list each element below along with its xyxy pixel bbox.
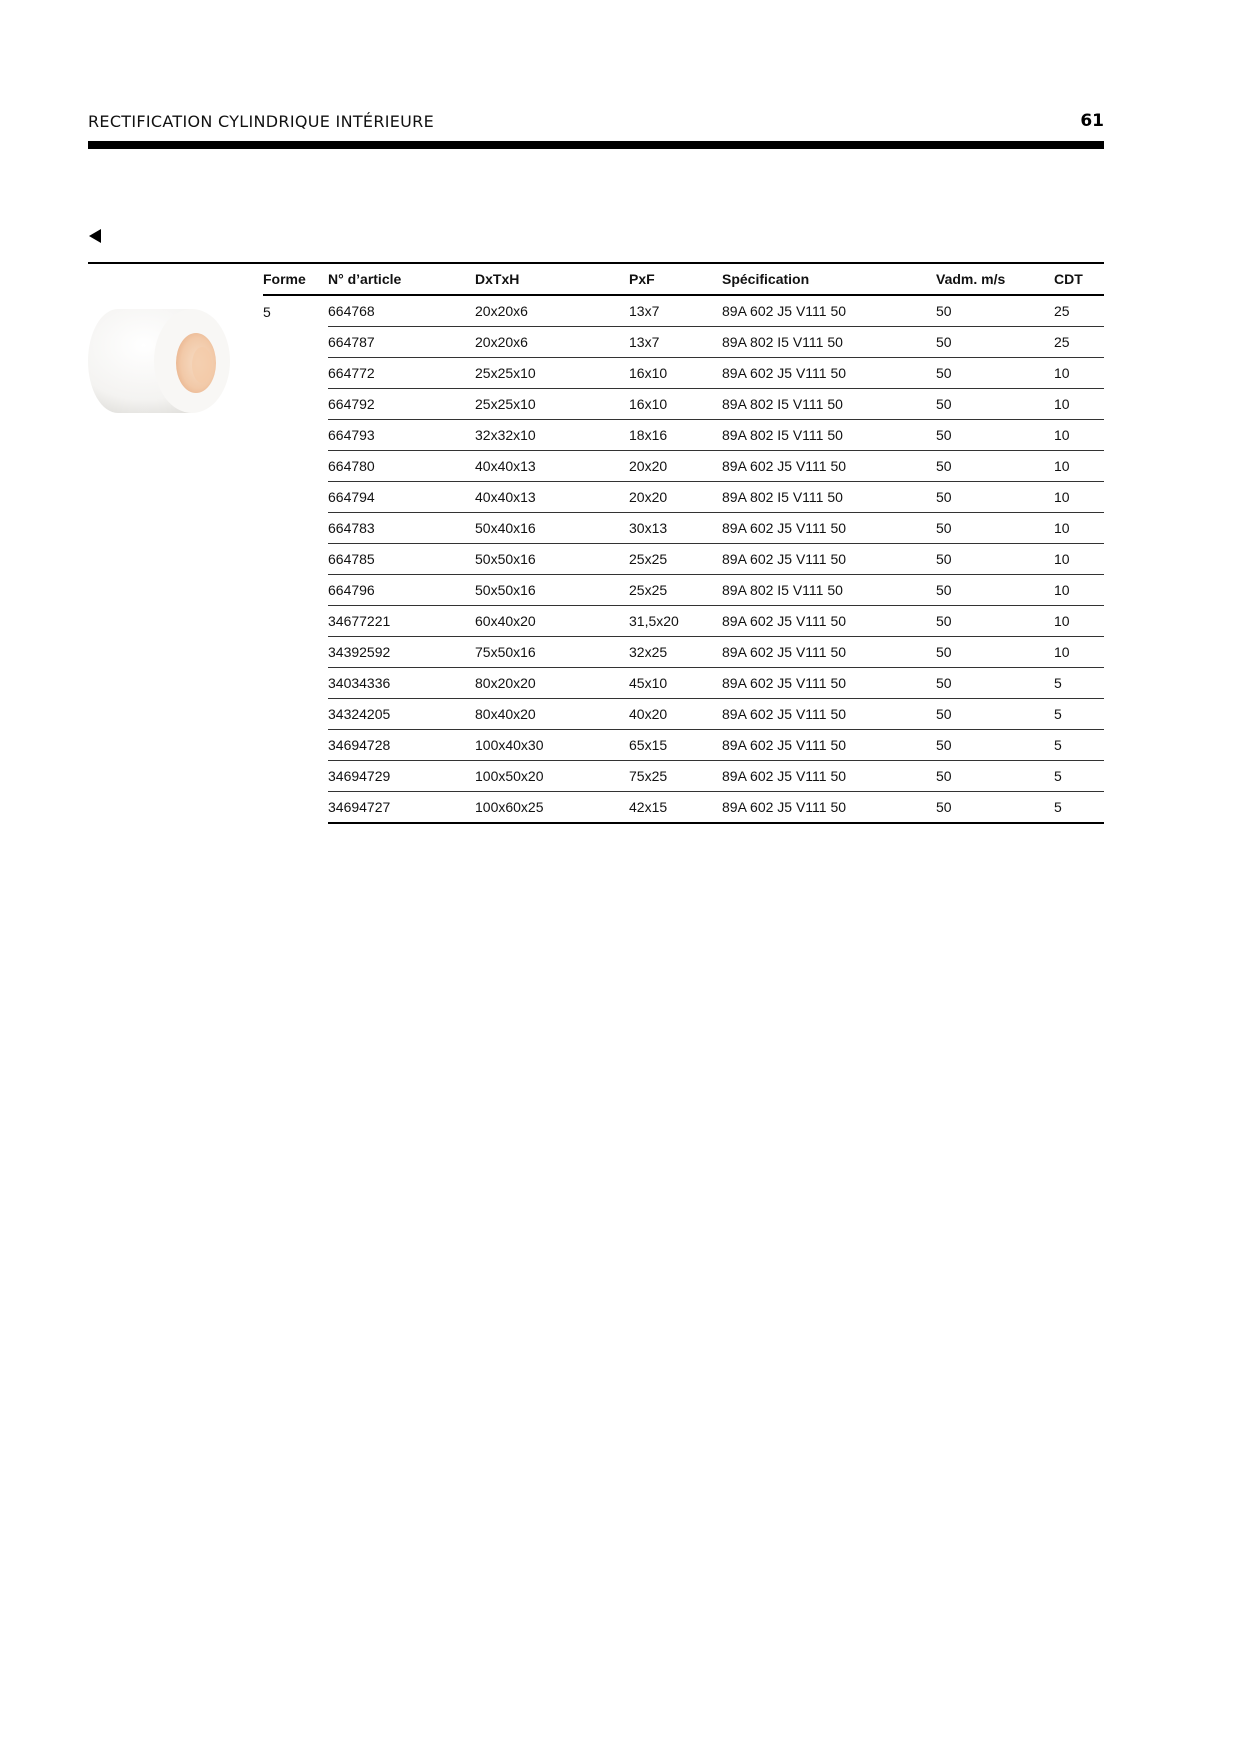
dimensions-pxf: 65x15 (629, 730, 722, 761)
column-header-cdt: CDT (1054, 263, 1104, 295)
vadm-value: 50 (936, 544, 1054, 575)
dimensions-dxtxh: 60x40x20 (475, 606, 629, 637)
dimensions-pxf: 42x15 (629, 792, 722, 824)
vadm-value: 50 (936, 699, 1054, 730)
product-table (88, 262, 1104, 824)
dimensions-pxf: 75x25 (629, 761, 722, 792)
cdt-value: 25 (1054, 327, 1104, 358)
vadm-value: 50 (936, 420, 1054, 451)
dimensions-dxtxh: 25x25x10 (475, 389, 629, 420)
dimensions-pxf: 18x16 (629, 420, 722, 451)
specification: 89A 602 J5 V111 50 (722, 451, 936, 482)
article-number: 34694727 (328, 792, 475, 824)
specification: 89A 602 J5 V111 50 (722, 358, 936, 389)
article-number: 664783 (328, 513, 475, 544)
page-number: 61 (1080, 111, 1104, 131)
specification: 89A 602 J5 V111 50 (722, 699, 936, 730)
dimensions-pxf: 16x10 (629, 389, 722, 420)
dimensions-dxtxh: 80x20x20 (475, 668, 629, 699)
cdt-value: 10 (1054, 544, 1104, 575)
article-number: 34694728 (328, 730, 475, 761)
article-number: 34324205 (328, 699, 475, 730)
column-header-article: N° d’article (328, 263, 475, 295)
vadm-value: 50 (936, 668, 1054, 699)
dimensions-pxf: 45x10 (629, 668, 722, 699)
article-number: 34392592 (328, 637, 475, 668)
header-image-column (88, 263, 263, 295)
dimensions-pxf: 20x20 (629, 451, 722, 482)
specification: 89A 802 I5 V111 50 (722, 389, 936, 420)
specification: 89A 602 J5 V111 50 (722, 606, 936, 637)
back-arrow-icon[interactable] (89, 229, 101, 243)
column-header-dxtxh: DxTxH (475, 263, 629, 295)
dimensions-pxf: 32x25 (629, 637, 722, 668)
vadm-value: 50 (936, 513, 1054, 544)
dimensions-dxtxh: 20x20x6 (475, 295, 629, 327)
article-number: 34694729 (328, 761, 475, 792)
dimensions-dxtxh: 50x50x16 (475, 544, 629, 575)
dimensions-pxf: 25x25 (629, 544, 722, 575)
page-header (88, 112, 1104, 138)
vadm-value: 50 (936, 792, 1054, 824)
cdt-value: 5 (1054, 792, 1104, 824)
column-header-vadm: Vadm. m/s (936, 263, 1054, 295)
cdt-value: 5 (1054, 668, 1104, 699)
specification: 89A 602 J5 V111 50 (722, 637, 936, 668)
vadm-value: 50 (936, 327, 1054, 358)
column-header-pxf: PxF (629, 263, 722, 295)
cdt-value: 10 (1054, 358, 1104, 389)
table-header-row (88, 263, 1104, 295)
product-table-container (88, 262, 1104, 824)
article-number: 34677221 (328, 606, 475, 637)
page-title: RECTIFICATION CYLINDRIQUE INTÉRIEURE (88, 112, 435, 131)
article-number: 664785 (328, 544, 475, 575)
dimensions-dxtxh: 40x40x13 (475, 482, 629, 513)
article-number: 664780 (328, 451, 475, 482)
article-number: 664787 (328, 327, 475, 358)
cdt-value: 25 (1054, 295, 1104, 327)
specification: 89A 802 I5 V111 50 (722, 482, 936, 513)
dimensions-pxf: 13x7 (629, 327, 722, 358)
vadm-value: 50 (936, 295, 1054, 327)
dimensions-dxtxh: 100x50x20 (475, 761, 629, 792)
dimensions-dxtxh: 100x60x25 (475, 792, 629, 824)
vadm-value: 50 (936, 451, 1054, 482)
article-number: 664792 (328, 389, 475, 420)
table-body (88, 295, 1104, 823)
cdt-value: 10 (1054, 606, 1104, 637)
product-image-cell (88, 295, 263, 823)
article-number: 664796 (328, 575, 475, 606)
vadm-value: 50 (936, 637, 1054, 668)
specification: 89A 602 J5 V111 50 (722, 668, 936, 699)
column-header-forme: Forme (263, 263, 328, 295)
specification: 89A 602 J5 V111 50 (722, 544, 936, 575)
dimensions-pxf: 30x13 (629, 513, 722, 544)
article-number: 664794 (328, 482, 475, 513)
cdt-value: 10 (1054, 420, 1104, 451)
dimensions-dxtxh: 75x50x16 (475, 637, 629, 668)
cdt-value: 10 (1054, 389, 1104, 420)
dimensions-dxtxh: 80x40x20 (475, 699, 629, 730)
specification: 89A 802 I5 V111 50 (722, 327, 936, 358)
vadm-value: 50 (936, 730, 1054, 761)
specification: 89A 602 J5 V111 50 (722, 792, 936, 824)
column-header-specification: Spécification (722, 263, 936, 295)
dimensions-pxf: 25x25 (629, 575, 722, 606)
grinding-wheel-icon (88, 301, 248, 421)
dimensions-pxf: 13x7 (629, 295, 722, 327)
dimensions-dxtxh: 40x40x13 (475, 451, 629, 482)
article-number: 664768 (328, 295, 475, 327)
vadm-value: 50 (936, 389, 1054, 420)
grinding-wheel-image (88, 301, 248, 421)
cdt-value: 10 (1054, 575, 1104, 606)
cdt-value: 5 (1054, 761, 1104, 792)
forme-value: 5 (263, 304, 271, 320)
dimensions-dxtxh: 20x20x6 (475, 327, 629, 358)
table-row (88, 295, 1104, 327)
article-number: 664793 (328, 420, 475, 451)
article-number: 34034336 (328, 668, 475, 699)
cdt-value: 5 (1054, 699, 1104, 730)
specification: 89A 602 J5 V111 50 (722, 513, 936, 544)
article-number: 664772 (328, 358, 475, 389)
specification: 89A 802 I5 V111 50 (722, 420, 936, 451)
specification: 89A 602 J5 V111 50 (722, 730, 936, 761)
cdt-value: 5 (1054, 730, 1104, 761)
dimensions-pxf: 40x20 (629, 699, 722, 730)
cdt-value: 10 (1054, 513, 1104, 544)
specification: 89A 602 J5 V111 50 (722, 761, 936, 792)
vadm-value: 50 (936, 606, 1054, 637)
dimensions-pxf: 31,5x20 (629, 606, 722, 637)
cdt-value: 10 (1054, 482, 1104, 513)
cdt-value: 10 (1054, 451, 1104, 482)
vadm-value: 50 (936, 482, 1054, 513)
dimensions-dxtxh: 50x50x16 (475, 575, 629, 606)
vadm-value: 50 (936, 761, 1054, 792)
dimensions-pxf: 16x10 (629, 358, 722, 389)
specification: 89A 602 J5 V111 50 (722, 295, 936, 327)
dimensions-dxtxh: 32x32x10 (475, 420, 629, 451)
dimensions-pxf: 20x20 (629, 482, 722, 513)
vadm-value: 50 (936, 575, 1054, 606)
dimensions-dxtxh: 50x40x16 (475, 513, 629, 544)
specification: 89A 802 I5 V111 50 (722, 575, 936, 606)
cdt-value: 10 (1054, 637, 1104, 668)
dimensions-dxtxh: 25x25x10 (475, 358, 629, 389)
header-rule (88, 141, 1104, 149)
vadm-value: 50 (936, 358, 1054, 389)
dimensions-dxtxh: 100x40x30 (475, 730, 629, 761)
